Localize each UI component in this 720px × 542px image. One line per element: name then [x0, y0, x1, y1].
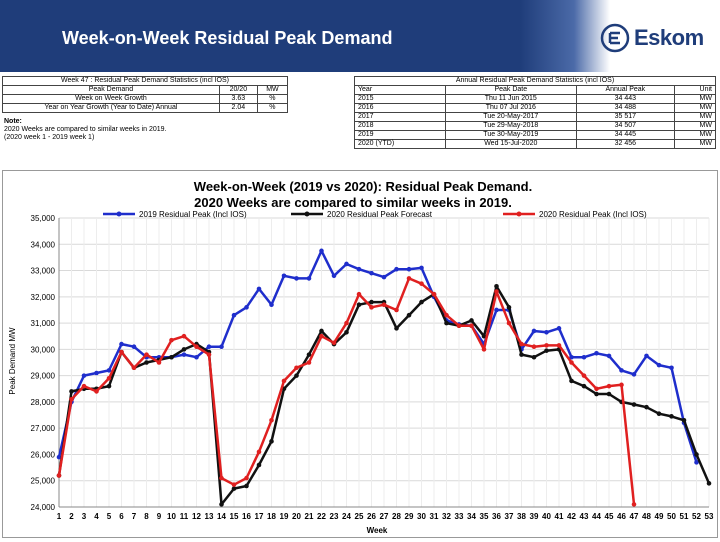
data-point: [307, 360, 312, 365]
annual-peak: 32 456: [576, 140, 674, 149]
data-point: [507, 305, 512, 310]
x-tick-label: 46: [617, 512, 626, 521]
x-tick-label: 19: [279, 512, 289, 521]
data-point: [257, 287, 262, 292]
eskom-logo-icon: [600, 23, 630, 53]
data-point: [232, 482, 237, 487]
data-point: [569, 379, 574, 384]
legend-label: 2019 Residual Peak (Incl IOS): [139, 210, 247, 219]
annual-peak: 35 517: [576, 113, 674, 122]
data-point: [494, 284, 499, 289]
data-point: [294, 373, 299, 378]
x-axis-label: Week: [366, 526, 388, 535]
data-point: [319, 329, 324, 334]
data-point: [407, 276, 412, 281]
y-tick-label: 29,000: [30, 371, 55, 381]
data-point: [82, 373, 87, 378]
x-tick-label: 37: [504, 512, 514, 521]
data-point: [582, 384, 587, 389]
data-point: [432, 292, 437, 297]
x-tick-label: 52: [692, 512, 701, 521]
page-title: Week-on-Week Residual Peak Demand: [62, 28, 393, 48]
data-point: [394, 267, 399, 272]
data-point: [357, 267, 362, 272]
data-point: [332, 274, 337, 279]
data-point: [494, 289, 499, 294]
x-axis-ticks: [57, 512, 714, 521]
data-point: [519, 352, 524, 357]
data-point: [344, 330, 349, 335]
data-point: [182, 352, 187, 357]
data-point: [307, 276, 312, 281]
data-point: [544, 343, 549, 348]
data-point: [282, 274, 287, 279]
data-point: [494, 308, 499, 313]
data-point: [182, 334, 187, 339]
data-point: [419, 266, 424, 271]
x-tick-label: 28: [392, 512, 401, 521]
annual-stats-table: [354, 76, 716, 149]
data-point: [569, 360, 574, 365]
line-chart: [3, 171, 717, 537]
y-tick-label: 28,000: [30, 397, 55, 407]
data-point: [394, 308, 399, 313]
data-point: [144, 352, 149, 357]
data-point: [107, 376, 112, 381]
x-tick-label: 47: [629, 512, 639, 521]
legend-marker: [305, 212, 310, 217]
x-tick-label: 14: [217, 512, 226, 521]
legend-marker: [117, 212, 122, 217]
weekly-header-cell: Peak Demand: [3, 86, 220, 95]
x-tick-label: 25: [354, 512, 364, 521]
data-point: [344, 321, 349, 326]
data-point: [119, 350, 124, 355]
x-tick-label: 20: [292, 512, 301, 521]
x-tick-label: 45: [604, 512, 614, 521]
x-tick-label: 16: [242, 512, 251, 521]
y-tick-label: 26,000: [30, 450, 55, 460]
data-point: [369, 300, 374, 305]
y-tick-label: 24,000: [30, 503, 55, 512]
y-tick-label: 35,000: [30, 214, 55, 223]
weekly-table-caption: Week 47 : Residual Peak Demand Statistics (incl IOS): [3, 77, 288, 86]
logo-text: Eskom: [634, 25, 704, 50]
annual-date: Wed 15-Jul-2020: [445, 140, 576, 149]
data-point: [169, 338, 174, 343]
data-point: [619, 368, 624, 373]
annual-peak: 34 445: [576, 131, 674, 140]
x-tick-label: 33: [454, 512, 464, 521]
annual-date: Tue 29-May-2018: [445, 122, 576, 131]
data-point: [132, 365, 137, 370]
x-tick-label: 22: [317, 512, 326, 521]
data-point: [607, 392, 612, 397]
data-point: [294, 365, 299, 370]
data-point: [319, 334, 324, 339]
data-point: [107, 384, 112, 389]
x-tick-label: 29: [404, 512, 414, 521]
data-point: [207, 352, 212, 357]
x-tick-label: 41: [554, 512, 564, 521]
x-tick-label: 39: [529, 512, 539, 521]
data-point: [232, 313, 237, 318]
note-label: Note:: [4, 118, 22, 125]
x-tick-label: 6: [119, 512, 124, 521]
annual-date: Thu 11 Jun 2015: [445, 95, 576, 104]
annual-peak: 34 443: [576, 95, 674, 104]
x-tick-label: 12: [192, 512, 201, 521]
y-tick-label: 32,000: [30, 292, 55, 302]
x-tick-label: 32: [442, 512, 451, 521]
data-point: [532, 344, 537, 349]
annual-unit: MW: [675, 104, 716, 113]
data-point: [632, 502, 637, 507]
annual-unit: MW: [675, 113, 716, 122]
data-point: [557, 326, 562, 331]
data-point: [644, 354, 649, 359]
data-point: [94, 389, 99, 394]
data-point: [232, 486, 237, 491]
data-point: [407, 267, 412, 272]
y-tick-label: 33,000: [30, 266, 55, 276]
weekly-row-unit: %: [257, 104, 287, 113]
data-point: [357, 292, 362, 297]
x-tick-label: 4: [94, 512, 99, 521]
data-point: [582, 355, 587, 360]
data-point: [132, 344, 137, 349]
x-tick-label: 17: [254, 512, 264, 521]
weekly-row-value: 2.04: [219, 104, 257, 113]
data-point: [519, 342, 524, 347]
x-tick-label: 48: [642, 512, 651, 521]
x-tick-label: 35: [479, 512, 489, 521]
annual-unit: MW: [675, 131, 716, 140]
annual-unit: MW: [675, 95, 716, 104]
data-point: [157, 360, 162, 365]
data-point: [682, 418, 687, 423]
data-point: [407, 313, 412, 318]
x-tick-label: 11: [179, 512, 189, 521]
legend-label: 2020 Residual Peak Forecast: [327, 210, 432, 219]
x-tick-label: 27: [379, 512, 389, 521]
x-tick-label: 50: [667, 512, 676, 521]
annual-header-cell: Unit: [675, 86, 716, 95]
data-point: [444, 321, 449, 326]
data-point: [419, 281, 424, 286]
data-point: [194, 344, 199, 349]
x-tick-label: 3: [81, 512, 87, 521]
x-tick-label: 31: [429, 512, 439, 521]
x-tick-label: 49: [654, 512, 664, 521]
data-point: [532, 329, 537, 334]
annual-peak: 34 488: [576, 104, 674, 113]
x-tick-label: 18: [267, 512, 276, 521]
annual-unit: MW: [675, 140, 716, 149]
data-point: [694, 452, 699, 457]
annual-header-cell: Annual Peak: [576, 86, 674, 95]
x-tick-label: 15: [229, 512, 239, 521]
data-point: [607, 384, 612, 389]
data-point: [644, 405, 649, 410]
data-point: [107, 368, 112, 373]
data-point: [544, 348, 549, 353]
chart-legend: [103, 210, 647, 219]
series-line: [59, 251, 697, 462]
weekly-row-label: Year on Year Growth (Year to Date) Annual: [3, 104, 220, 113]
data-point: [594, 392, 599, 397]
annual-year: 2019: [355, 131, 446, 140]
annual-date: Tue 20-May-2017: [445, 113, 576, 122]
x-tick-label: 5: [106, 512, 112, 521]
eskom-logo: [600, 18, 720, 58]
data-point: [219, 476, 224, 481]
x-tick-label: 40: [542, 512, 551, 521]
x-tick-label: 10: [167, 512, 176, 521]
data-point: [669, 414, 674, 419]
data-point: [707, 481, 712, 486]
weekly-row-unit: %: [257, 95, 287, 104]
annual-date: Thu 07 Jul 2016: [445, 104, 576, 113]
x-tick-label: 23: [329, 512, 339, 521]
x-tick-label: 34: [467, 512, 476, 521]
weekly-header-cell: 20/20: [219, 86, 257, 95]
data-point: [57, 473, 62, 478]
data-point: [257, 450, 262, 455]
chart-frame: [2, 170, 718, 538]
data-point: [544, 330, 549, 335]
data-point: [332, 340, 337, 345]
data-point: [194, 355, 199, 360]
data-point: [182, 347, 187, 352]
data-point: [532, 355, 537, 360]
slide-header: [0, 0, 720, 72]
data-point: [632, 372, 637, 377]
data-point: [394, 326, 399, 331]
x-tick-label: 9: [156, 512, 162, 521]
data-point: [469, 318, 474, 323]
data-point: [257, 463, 262, 468]
x-tick-label: 53: [704, 512, 714, 521]
data-point: [369, 271, 374, 276]
annual-peak: 34 507: [576, 122, 674, 131]
annual-year: 2015: [355, 95, 446, 104]
x-tick-label: 38: [517, 512, 526, 521]
data-point: [382, 275, 387, 280]
y-tick-label: 25,000: [30, 476, 55, 486]
y-axis-label: Peak Demand MW: [8, 327, 17, 395]
data-point: [282, 379, 287, 384]
data-point: [69, 389, 74, 394]
data-point: [419, 300, 424, 305]
data-point: [219, 502, 224, 507]
data-point: [619, 383, 624, 388]
data-point: [657, 363, 662, 368]
data-point: [607, 354, 612, 359]
x-tick-label: 7: [131, 512, 137, 521]
data-point: [244, 476, 249, 481]
x-tick-label: 43: [579, 512, 589, 521]
data-point: [357, 302, 362, 307]
data-point: [244, 305, 249, 310]
x-tick-label: 13: [204, 512, 214, 521]
header-fade: [520, 0, 610, 72]
x-tick-label: 36: [492, 512, 501, 521]
data-point: [319, 249, 324, 254]
data-point: [344, 262, 349, 267]
chart-subtitle: 2020 Weeks are compared to similar weeks in 2019.: [194, 195, 512, 210]
data-point: [669, 365, 674, 370]
data-point: [582, 373, 587, 378]
annual-year: 2020 (YTD): [355, 140, 446, 149]
x-tick-label: 42: [567, 512, 576, 521]
x-tick-label: 1: [56, 512, 62, 521]
data-point: [469, 323, 474, 328]
data-point: [82, 384, 87, 389]
data-point: [269, 418, 274, 423]
x-tick-label: 24: [342, 512, 351, 521]
data-point: [657, 411, 662, 416]
data-point: [444, 313, 449, 318]
x-tick-label: 2: [69, 512, 74, 521]
data-point: [507, 321, 512, 326]
y-tick-label: 34,000: [30, 240, 55, 250]
data-point: [219, 344, 224, 349]
weekly-row-value: 3.63: [219, 95, 257, 104]
note-line: 2020 Weeks are compared to similar weeks in 2019.: [4, 126, 167, 133]
y-axis-ticks: [31, 214, 56, 512]
annual-year: 2017: [355, 113, 446, 122]
chart-title: Week-on-Week (2019 vs 2020): Residual Peak Demand.: [193, 179, 533, 194]
weekly-row-label: Week on Week Growth: [3, 95, 220, 104]
data-point: [457, 323, 462, 328]
note-block: [4, 118, 167, 142]
x-tick-label: 26: [367, 512, 376, 521]
data-point: [169, 355, 174, 360]
note-line: (2020 week 1 - 2019 week 1): [4, 134, 95, 141]
data-point: [382, 302, 387, 307]
data-point: [482, 347, 487, 352]
annual-year: 2018: [355, 122, 446, 131]
data-point: [632, 402, 637, 407]
data-point: [294, 276, 299, 281]
annual-date: Tue 30-May-2019: [445, 131, 576, 140]
data-point: [207, 344, 212, 349]
y-tick-label: 31,000: [30, 319, 55, 329]
annual-header-cell: Year: [355, 86, 446, 95]
legend-marker: [517, 212, 522, 217]
annual-unit: MW: [675, 122, 716, 131]
weekly-stats-table: [2, 76, 288, 113]
data-point: [119, 342, 124, 347]
data-point: [594, 386, 599, 391]
x-tick-label: 51: [679, 512, 689, 521]
data-point: [94, 371, 99, 376]
chart-grid: [59, 218, 709, 507]
data-point: [69, 397, 74, 402]
data-point: [557, 343, 562, 348]
data-point: [269, 439, 274, 444]
annual-year: 2016: [355, 104, 446, 113]
x-tick-label: 30: [417, 512, 426, 521]
y-tick-label: 27,000: [30, 424, 55, 434]
data-point: [144, 360, 149, 365]
annual-table-caption: Annual Residual Peak Demand Statistics (incl IOS): [355, 77, 716, 86]
annual-header-cell: Peak Date: [445, 86, 576, 95]
x-tick-label: 44: [592, 512, 601, 521]
data-point: [269, 302, 274, 307]
x-tick-label: 21: [304, 512, 314, 521]
data-point: [594, 351, 599, 356]
data-point: [369, 305, 374, 310]
y-tick-label: 30,000: [30, 345, 55, 355]
legend-label: 2020 Residual Peak (Incl IOS): [539, 210, 647, 219]
x-tick-label: 8: [144, 512, 149, 521]
data-point: [244, 484, 249, 489]
weekly-header-cell: MW: [257, 86, 287, 95]
